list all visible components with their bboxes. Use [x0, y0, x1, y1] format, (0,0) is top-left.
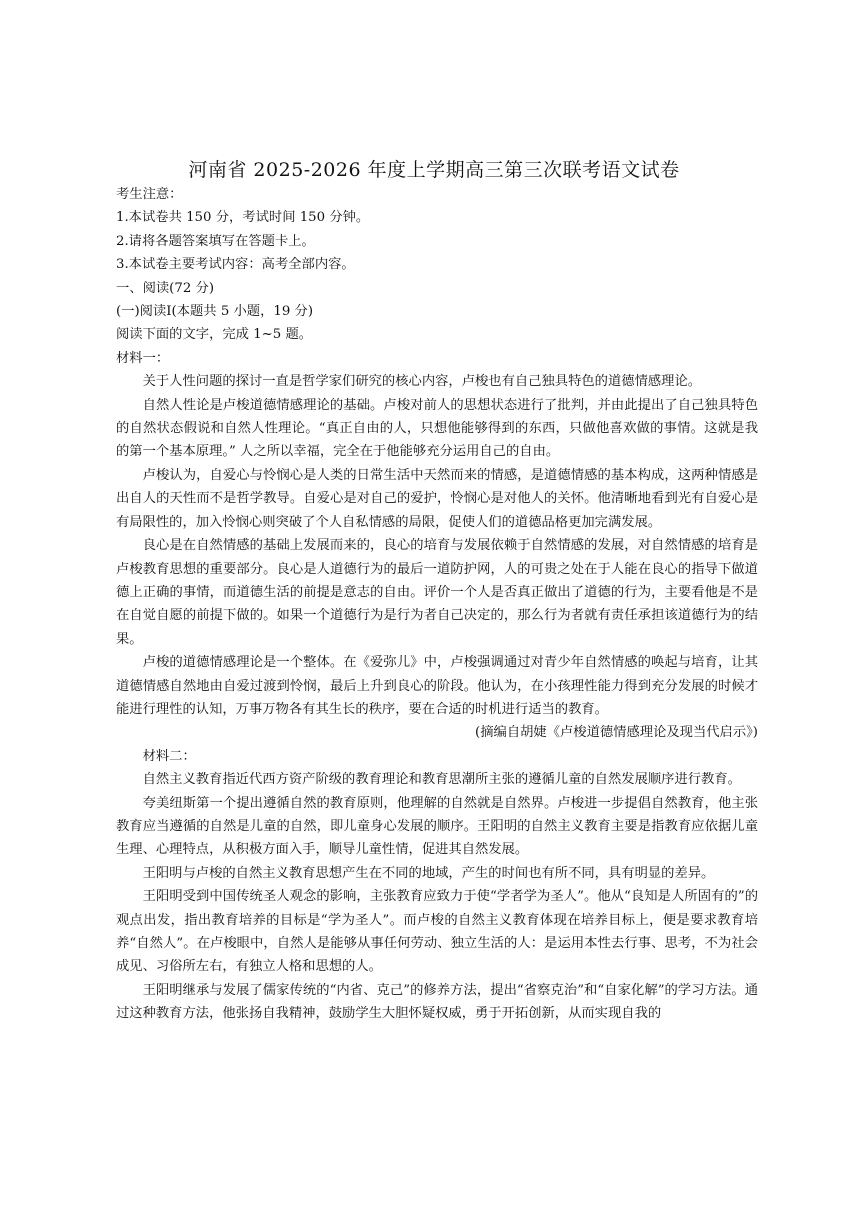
material-paragraph: 王阳明与卢梭的自然主义教育思想产生在不同的地域，产生的时间也有所不同，具有明显的差异。: [142, 865, 715, 881]
material-label: 材料一：: [116, 350, 170, 366]
notice-item: 3.本试卷主要考试内容：高考全部内容。: [116, 257, 355, 273]
material-paragraph: 夸美纽斯第一个提出遵循自然的教育原则，他理解的自然就是自然界。卢梭进一步提倡自然教育，他主张教育应当遵循的自然是儿童的自然，即儿童身心发展的顺序。王阳明的自然主义教育主要是指教育应依据儿童生理、心理特点，从积极方面入手，顺导儿童性情，促进其自然发展。: [116, 795, 758, 858]
document-body: [116, 183, 758, 1026]
material-label: 材料二：: [142, 748, 196, 764]
instruction-text: 阅读下面的文字，完成 1~5 题。: [116, 327, 313, 343]
notice-heading: 考生注意：: [116, 187, 183, 202]
material-paragraph: 关于人性问题的探讨一直是哲学家们研究的核心内容，卢梭也有自己独具特色的道德情感理论。: [142, 374, 702, 390]
material-paragraph: 自然主义教育指近代西方资产阶级的教育理论和教育思潮所主张的遵循儿童的自然发展顺序进行教育。: [142, 772, 741, 788]
material-paragraph: 卢梭的道德情感理论是一个整体。在《爱弥儿》中，卢梭强调通过对青少年自然情感的唤起与培育，让其道德情感自然地由自爱过渡到怜悯，最后上升到良心的阶段。他认为，在小孩理性能力得到充分发展的时候才能进行理性的认知，万事万物各有其生长的秩序，要在合适的时机进行适当的教育。: [116, 655, 758, 717]
exam-title: 河南省 2025-2026 年度上学期高三第三次联考语文试卷: [188, 159, 680, 181]
material-paragraph: 卢梭认为，自爱心与怜悯心是人类的日常生活中天然而来的情感，是道德情感的基本构成，这两种情感是出自人的天性而不是哲学教导。自爱心是对自己的爱护，怜悯心是对他人的关怀。他清晰地看到光有自爱心是有局限性的，加入怜悯心则突破了个人自私情感的局限，促使人们的道德品格更加完满发展。: [116, 467, 758, 530]
notice-item: 2.请将各题答案填写在答题卡上。: [116, 233, 315, 249]
material-source: (摘编自胡婕《卢梭道德情感理论及现当代启示》): [475, 725, 758, 741]
material-paragraph: 自然人性论是卢梭道德情感理论的基础。卢梭对前人的思想状态进行了批判，并由此提出了自己独具特色的自然状态假说和自然人性理论。“真正自由的人，只想他能够得到的东西，只做他喜欢做的事情。这就是我的第一个基本原理。” 人之所以幸福，完全在于他能够充分运用自己的自由。: [116, 397, 758, 460]
notice-item: 1.本试卷共 150 分，考试时间 150 分钟。: [116, 210, 370, 226]
material-paragraph: 王阳明受到中国传统圣人观念的影响，主张教育应致力于使“学者学为圣人”。他从“良知是人所固有的”的观点出发，指出教育培养的目标是“学为圣人”。而卢梭的自然主义教育体现在培养目标上，便是要求教育培养“自然人”。在卢梭眼中，自然人是能够从事任何劳动、独立生活的人：是运用本性去行事、思考，不为社会成见、习俗所左右，有独立人格和思想的人。: [116, 889, 758, 975]
material-paragraph: 良心是在自然情感的基础上发展而来的，良心的培育与发展依赖于自然情感的发展，对自然情感的培育是卢梭教育思想的重要部分。良心是人道德行为的最后一道防护网，人的可贵之处在于人能在良心的指导下做道德上正确的事情，而道德生活的前提是意志的自由。评价一个人是否真正做出了道德的行为，主要看他是不是在自觉自愿的前提下做的。如果一个道德行为是行为者自己决定的，那么行为者就有责任承担该道德行为的结果。: [116, 538, 758, 647]
material-paragraph: 王阳明继承与发展了儒家传统的“内省、克己”的修养方法，提出“省察克治”和“自家化解”的学习方法。通过这种教育方法，他张扬自我精神，鼓励学生大胆怀疑权威，勇于开拓创新，从而实现自我的: [116, 982, 758, 1022]
subsection-heading: (一)阅读Ⅰ(本题共 5 小题，19 分): [116, 304, 314, 320]
section-heading: 一、阅读(72 分): [116, 280, 215, 296]
